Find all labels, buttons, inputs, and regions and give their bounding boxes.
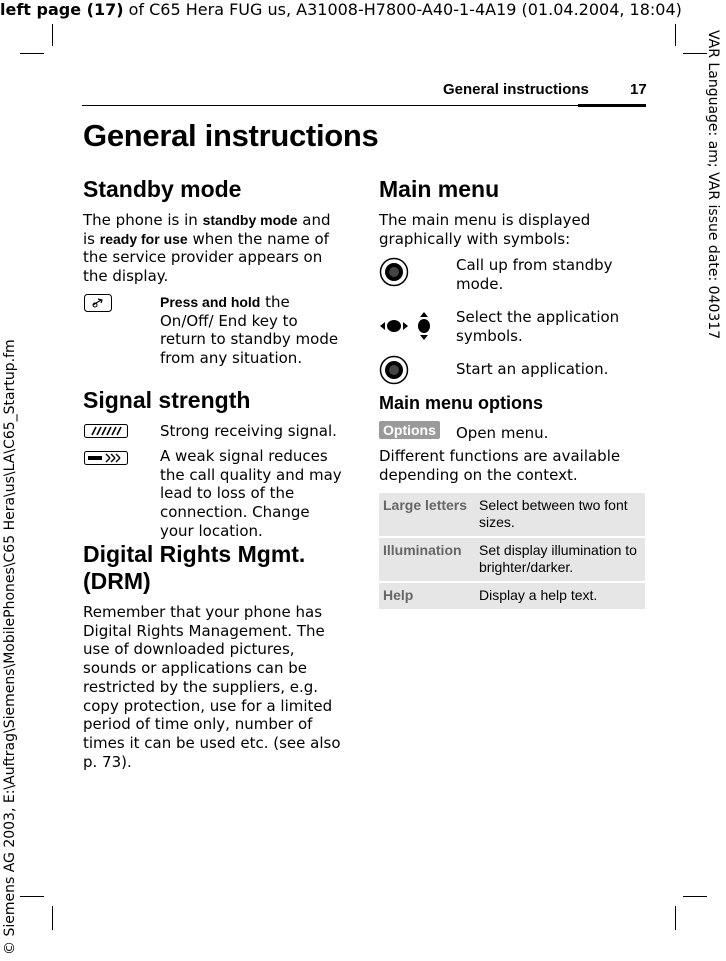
end-key-icon xyxy=(84,294,112,312)
crop-mark xyxy=(683,53,707,54)
weak-signal-icon xyxy=(84,451,128,465)
header-title: General instructions xyxy=(443,81,589,98)
main-menu-heading: Main menu xyxy=(379,176,500,202)
option-description: Select between two font sizes. xyxy=(475,493,645,537)
weak-signal-text: A weak signal reduces the call quality and may lead to loss of the connection. Change your location. xyxy=(160,447,342,540)
option-description: Display a help text. xyxy=(475,582,645,610)
header-rule xyxy=(82,105,646,106)
header-rule-thick xyxy=(578,104,646,107)
crop-mark xyxy=(20,896,44,897)
options-key-text: Open menu. xyxy=(456,424,549,442)
main-menu-intro: The main menu is displayed graphically with symbols: xyxy=(379,211,591,248)
drm-heading: Digital Rights Mgmt. (DRM) xyxy=(83,541,306,594)
context-note: Different functions are available depending on the context. xyxy=(379,447,621,484)
print-job-header: left page (17) of C65 Hera FUG us, A31008-H7800-A40-1-4A19 (01.04.2004, 18:04) xyxy=(0,0,682,19)
var-info: VAR Language: am; VAR issue date: 040317 xyxy=(705,30,721,340)
crop-mark xyxy=(52,906,53,930)
options-soft-key: Options xyxy=(379,421,440,439)
navigation-key-icon xyxy=(379,311,435,341)
center-key-icon xyxy=(379,257,409,287)
main-menu-item-3: Start an application. xyxy=(456,360,609,378)
table-row xyxy=(379,582,645,610)
crop-mark xyxy=(675,24,676,46)
option-name: Large letters xyxy=(379,493,475,537)
crop-mark xyxy=(52,24,53,46)
table-row xyxy=(379,493,645,537)
drm-text: Remember that your phone has Digital Rights Management. The use of downloaded pictures, sounds or applications can be restricted by the suppliers, e.g. copy protection, use for a limited period of time only, number of times it can be used etc. (see also p. 73). xyxy=(83,603,341,771)
end-key-text: Press and hold the On/Off/ End key to return to standby mode from any situation. xyxy=(160,293,339,368)
crop-mark xyxy=(683,896,707,897)
signal-heading: Signal strength xyxy=(83,387,251,413)
crop-mark xyxy=(675,906,676,930)
table-row xyxy=(379,537,645,582)
page-title: General instructions xyxy=(83,118,379,153)
menu-options-heading: Main menu options xyxy=(379,393,543,413)
strong-signal-text: Strong receiving signal. xyxy=(160,422,337,440)
strong-signal-icon xyxy=(84,424,128,438)
crop-mark xyxy=(20,53,44,54)
standby-text: The phone is in standby mode and is ready for use when the name of the service provider appears on the display. xyxy=(83,211,331,286)
options-table xyxy=(379,493,645,611)
option-name: Help xyxy=(379,582,475,610)
main-menu-item-1: Call up from standby mode. xyxy=(456,256,613,293)
option-name: Illumination xyxy=(379,537,475,582)
option-description: Set display illumination to brighter/darker. xyxy=(475,537,645,582)
center-key-icon xyxy=(379,355,409,385)
page-number: 17 xyxy=(630,81,647,98)
main-menu-item-2: Select the application symbols. xyxy=(456,308,620,345)
file-path: © Siemens AG 2003, E:\Auftrag\Siemens\MobilePhones\C65 Hera\us\LA\C65_Startup.fm xyxy=(2,339,18,955)
standby-heading: Standby mode xyxy=(83,176,242,202)
